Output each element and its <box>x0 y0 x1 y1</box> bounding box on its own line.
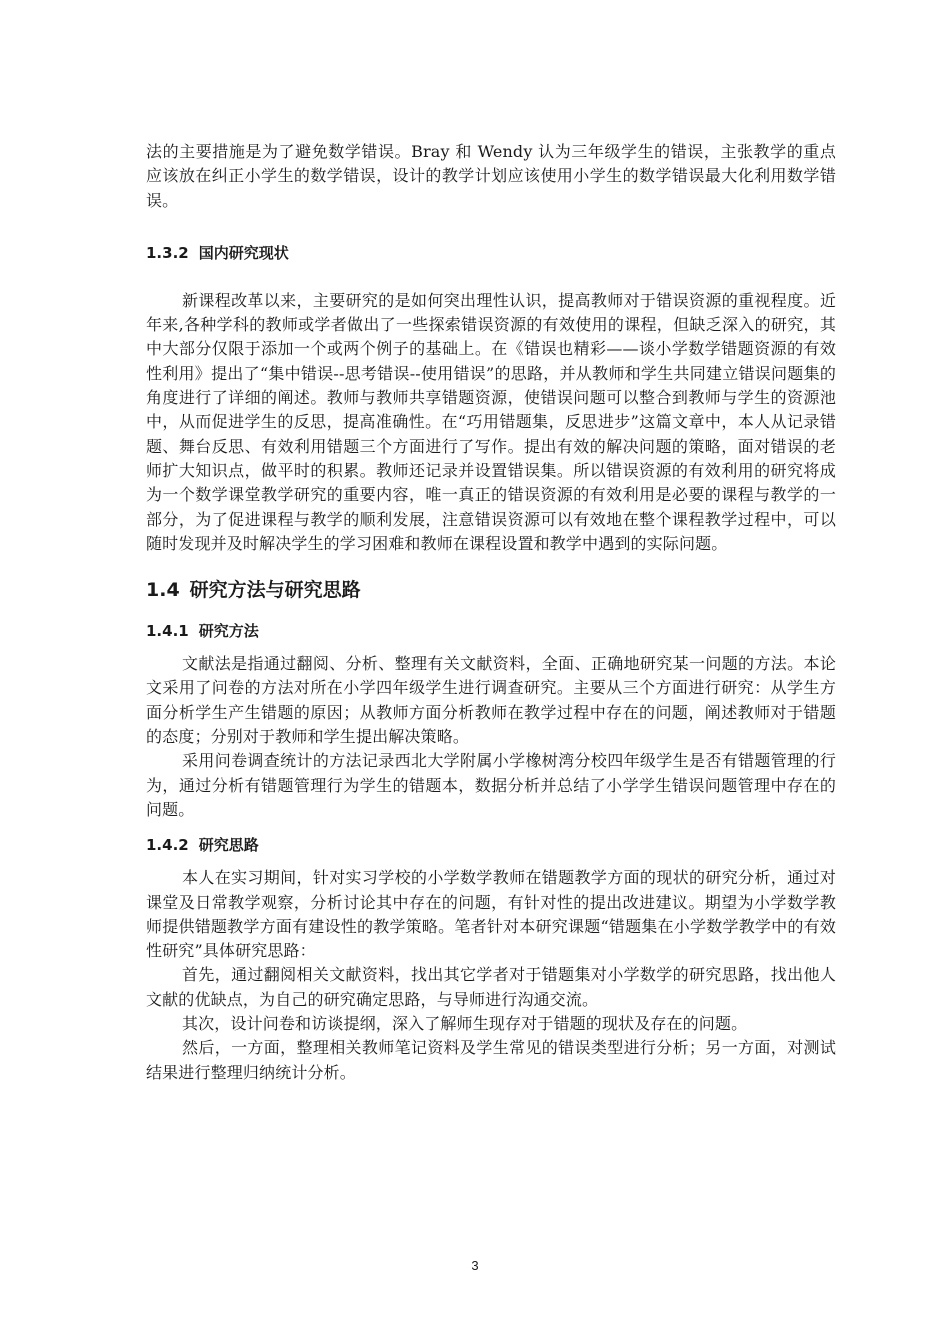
heading-1-4-1 <box>146 620 836 642</box>
heading-1-4-2 <box>146 834 836 856</box>
heading-title: 研究方法 <box>198 622 259 641</box>
page-number: 3 <box>471 1258 479 1273</box>
page-content <box>146 140 836 1085</box>
paragraph-domestic-research: 新课程改革以来，主要研究的是如何突出理性认识，提高教师对于错误资源的重视程度。近年来,各种学科的教师或学者做出了一些探索错误资源的有效使用的课程，但缺乏深入的研究，其中大部分仅限于添加一个或两个例子的基础上。在《错误也精彩——谈小学数学错题资源的有效性利用》提出了“集中错误--思考错误--使用错误”的思路，并从教师和学生共同建立错误问题集的角度进行了详细的阐述。教师与教师共享错题资源，使错误问题可以整合到教师与学生的资源池中，从而促进学生的反思，提高准确性。在“巧用错题集，反思进步”这篇文章中，本人从记录错题、舞台反思、有效利用错题三个方面进行了写作。提出有效的解决问题的策略，面对错误的老师扩大知识点，做平时的积累。教师还记录并设置错误集。所以错误资源的有效利用的研究将成为一个数学课堂教学研究的重要内容，唯一真正的错误资源的有效利用是必要的课程与教学的一部分，为了促进课程与教学的顺利发展，注意错误资源可以有效地在整个课程教学过程中，可以随时发现并及时解决学生的学习困难和教师在课程设置和教学中遇到的实际问题。 <box>146 290 836 553</box>
paragraph-intro: 法的主要措施是为了避免数学错误。Bray 和 Wendy 认为三年级学生的错误，主张教学的重点应该放在纠正小学生的数学错误，设计的教学计划应该使用小学生的数学错误最大化利用数学错误。 <box>146 142 836 210</box>
heading-number: 1.4.2 <box>146 836 189 855</box>
paragraph-idea-1: 本人在实习期间，针对实习学校的小学数学教师在错题教学方面的现状的研究分析，通过对课堂及日常教学观察，分析讨论其中存在的问题，有针对性的提出改进建议。期望为小学数学教师提供错题教学方面有建设性的教学策略。笔者针对本研究课题“错题集在小学数学教学中的有效性研究”具体研究思路： <box>146 868 836 961</box>
heading-1-3-2 <box>146 242 836 264</box>
heading-number: 1.3.2 <box>146 243 189 262</box>
paragraph-method-1: 文献法是指通过翻阅、分析、整理有关文献资料，全面、正确地研究某一问题的方法。本论文采用了问卷的方法对所在小学四年级学生进行调查研究。主要从三个方面进行研究：从学生方面分析学生产生错题的原因；从教师方面分析教师在教学过程中存在的问题，阐述教师对于错题的态度；分别对于教师和学生提出解决策略。 <box>146 654 836 747</box>
paragraph-idea-3: 其次，设计问卷和访谈提纲，深入了解师生现存对于错题的现状及存在的问题。 <box>182 1014 748 1034</box>
heading-number: 1.4 <box>146 579 180 602</box>
paragraph-idea-4: 然后，一方面，整理相关教师笔记资料及学生常见的错误类型进行分析；另一方面，对测试结果进行整理归纳统计分析。 <box>146 1038 836 1082</box>
heading-title: 国内研究现状 <box>198 243 289 262</box>
paragraph-idea-2: 首先，通过翻阅相关文献资料，找出其它学者对于错题集对小学数学的研究思路，找出他人文献的优缺点，为自己的研究确定思路，与导师进行沟通交流。 <box>146 965 836 1009</box>
heading-1-4 <box>146 577 836 603</box>
paragraph-method-2: 采用问卷调查统计的方法记录西北大学附属小学橡树湾分校四年级学生是否有错题管理的行为，通过分析有错题管理行为学生的错题本，数据分析并总结了小学学生错误问题管理中存在的问题。 <box>146 751 836 819</box>
heading-title: 研究思路 <box>198 836 259 855</box>
heading-title: 研究方法与研究思路 <box>189 579 361 602</box>
heading-number: 1.4.1 <box>146 622 189 641</box>
